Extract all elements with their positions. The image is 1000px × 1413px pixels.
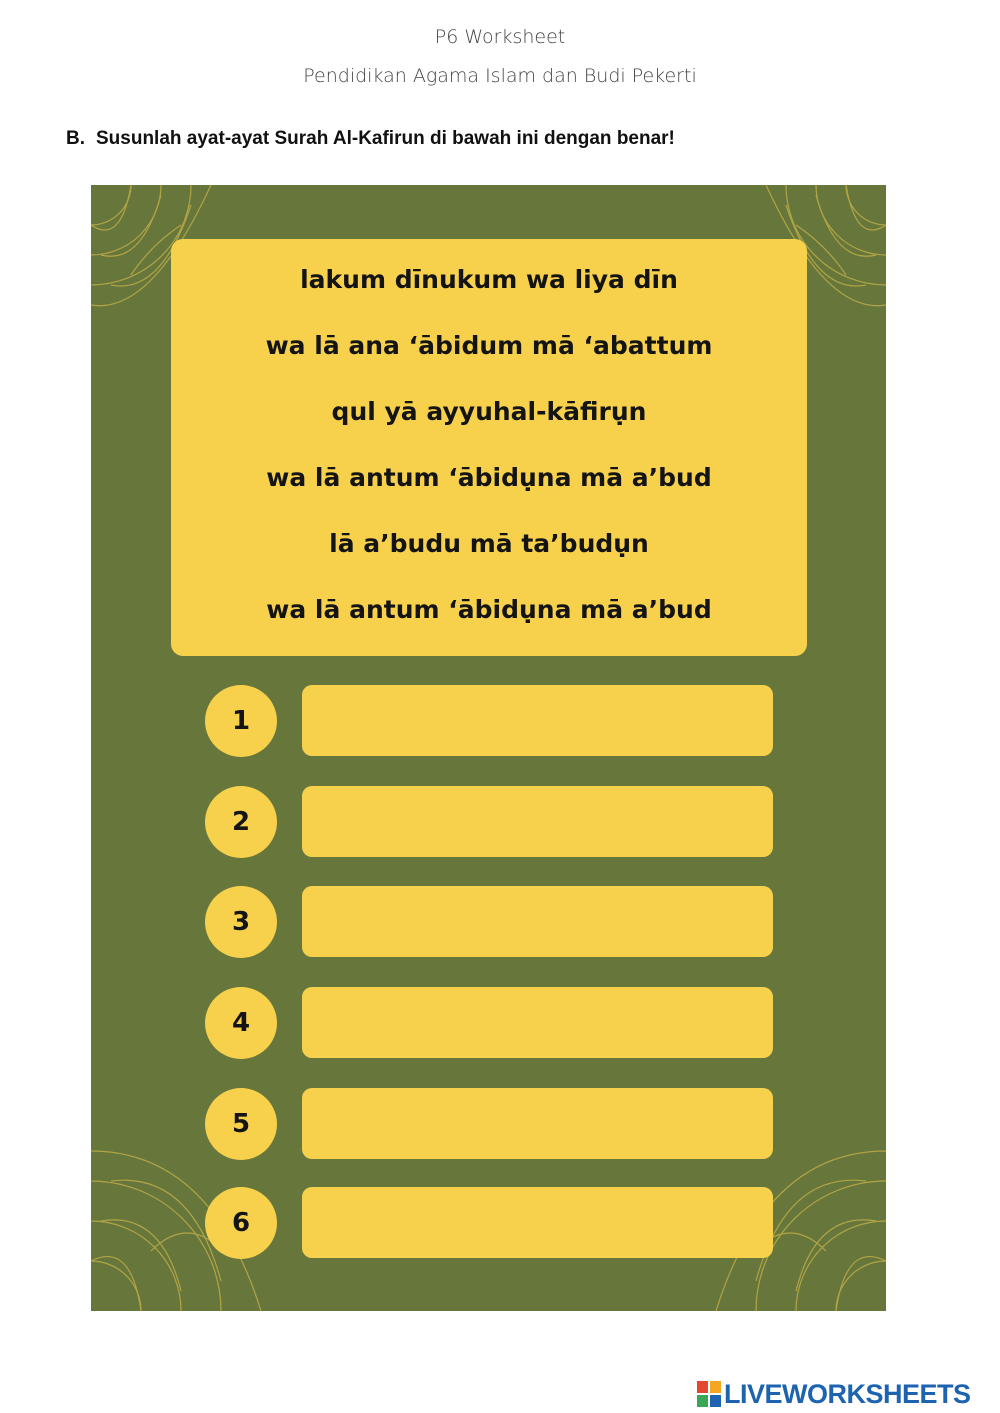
verse-item[interactable]: wa lā ana ‘ābidum mā ‘abattum	[265, 331, 713, 360]
worksheet-subject: Pendidikan Agama Islam dan Budi Pekerti	[303, 65, 697, 87]
verse-item[interactable]: lā a’budu mā ta’budụn	[329, 529, 649, 558]
verse-item[interactable]: lakum dīnukum wa liya dīn	[300, 265, 678, 294]
instruction-number: B.	[66, 128, 85, 149]
row-number: 1	[205, 685, 277, 757]
row-number: 6	[205, 1187, 277, 1259]
answer-slot-5[interactable]	[302, 1088, 773, 1159]
answer-slot-2[interactable]	[302, 786, 773, 857]
row-number: 2	[205, 786, 277, 858]
answer-slot-6[interactable]	[302, 1187, 773, 1258]
answer-slot-3[interactable]	[302, 886, 773, 957]
verse-card	[171, 239, 807, 656]
instruction-text: Susunlah ayat-ayat Surah Al-Kafirun di bawah ini dengan benar!	[96, 128, 675, 149]
answer-slot-1[interactable]	[302, 685, 773, 756]
row-number: 4	[205, 987, 277, 1059]
verse-item[interactable]: qul yā ayyuhal-kāfirụn	[331, 397, 647, 426]
logo-text: LIVEWORKSHEETS	[724, 1378, 971, 1409]
verse-item[interactable]: wa lā antum ‘ābidụna mā a’bud	[266, 595, 712, 624]
worksheet-board	[91, 185, 886, 1311]
row-number: 3	[205, 886, 277, 958]
row-number: 5	[205, 1088, 277, 1160]
liveworksheets-logo[interactable]	[697, 1378, 971, 1410]
instruction	[66, 128, 675, 150]
verse-item[interactable]: wa lā antum ‘ābidụna mā a’bud	[266, 463, 712, 492]
liveworksheets-logo-icon	[697, 1381, 721, 1407]
worksheet-title: P6 Worksheet	[434, 26, 566, 48]
answer-slot-4[interactable]	[302, 987, 773, 1058]
